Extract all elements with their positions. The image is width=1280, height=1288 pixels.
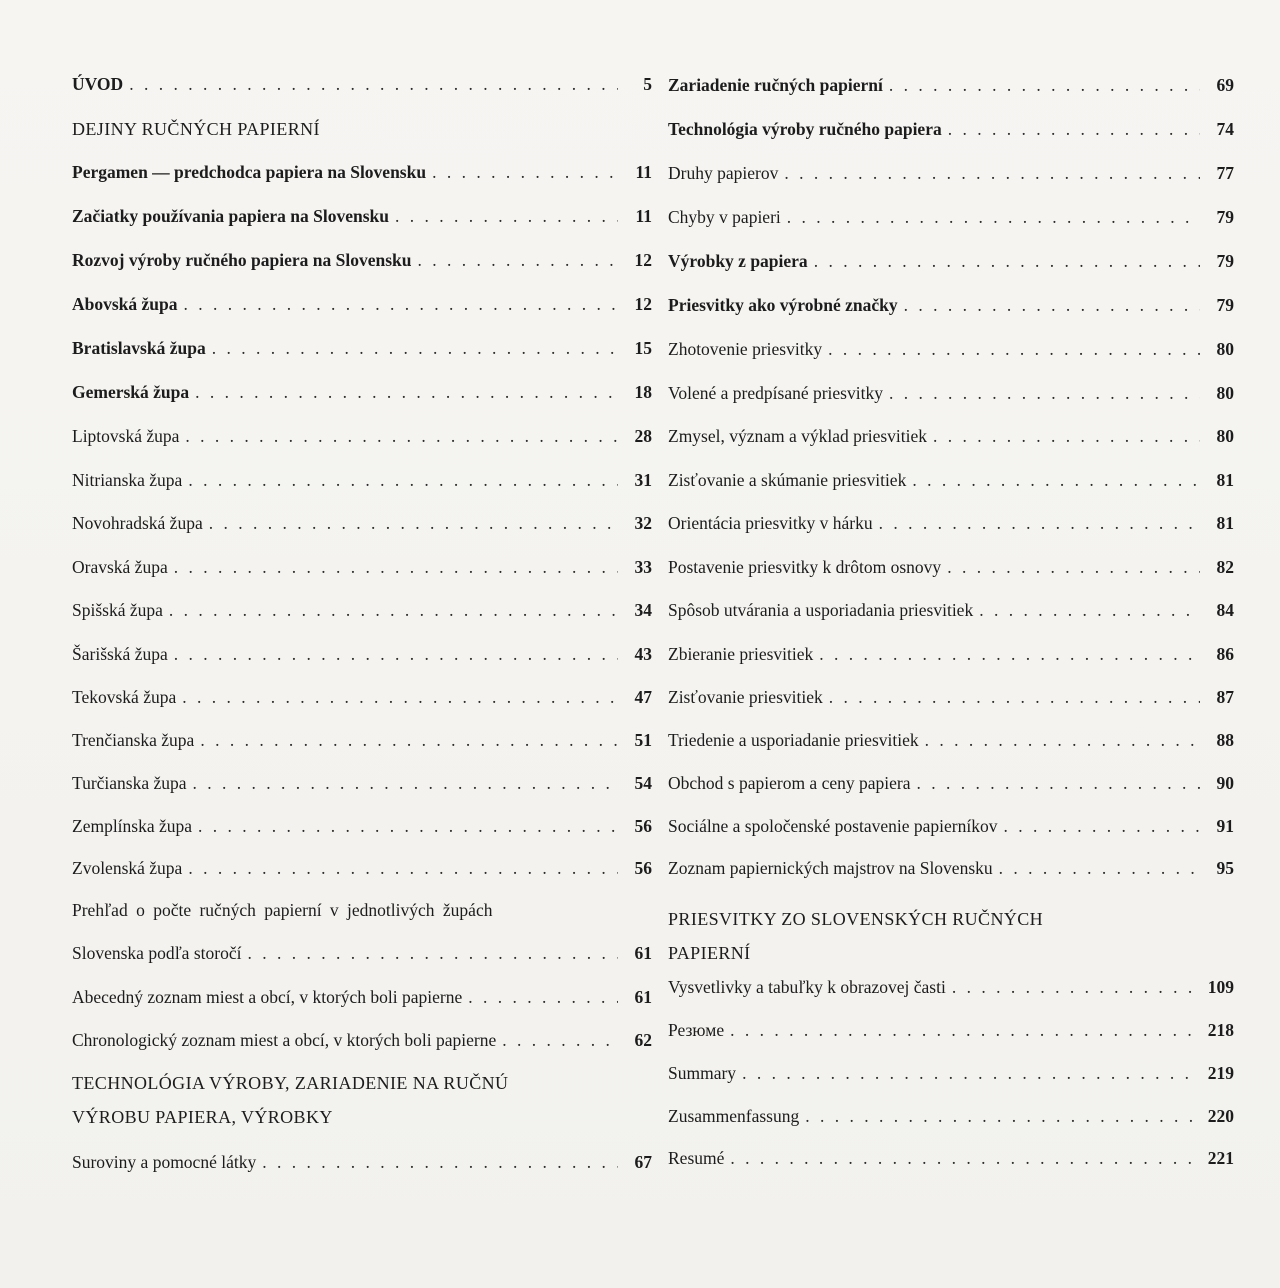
toc-page-number: 5 <box>643 74 652 94</box>
toc-leader-dots <box>185 424 618 448</box>
toc-page-number: 220 <box>1207 1106 1234 1126</box>
toc-entry-title: Vysvetlivky a tabuľky k obrazovej časti <box>668 977 946 997</box>
toc-page-number: 11 <box>635 162 652 182</box>
toc-leader-dots <box>212 336 618 360</box>
toc-page-number: 91 <box>1216 816 1234 836</box>
toc-leader-dots <box>169 598 618 622</box>
toc-entry-sposob-utvarania-a-usporiadania-priesvit <box>668 598 1234 624</box>
toc-entry-title: Trenčianska župa <box>72 730 195 750</box>
toc-page-number: 56 <box>634 816 652 836</box>
toc-entry-vyrobky-z-papiera <box>668 249 1234 275</box>
toc-leader-dots <box>182 685 618 709</box>
toc-page-number: 61 <box>634 943 652 963</box>
toc-page-number: 90 <box>1216 773 1234 793</box>
toc-page-number: 61 <box>634 987 652 1007</box>
toc-entry-title: Zbieranie priesvitiek <box>668 644 814 664</box>
toc-page-number: 81 <box>1216 513 1234 533</box>
toc-leader-dots <box>174 642 618 666</box>
toc-entry-title: Spôsob utvárania a usporiadania priesvitiek <box>668 600 974 620</box>
toc-entry-title: Novohradská župa <box>72 513 203 533</box>
toc-page-number: 79 <box>1216 295 1234 315</box>
toc-entry-oravska-zupa <box>72 555 652 581</box>
toc-entry-title: Druhy papierov <box>668 163 779 183</box>
toc-page-number: 88 <box>1216 730 1234 750</box>
toc-leader-dots <box>188 856 618 880</box>
toc-entry-zbieranie-priesvitiek <box>668 642 1234 668</box>
toc-entry-title: Zmysel, význam a výklad priesvitiek <box>668 426 928 446</box>
toc-entry-suroviny-a-pomocne-latky <box>72 1150 652 1176</box>
toc-section-heading: VÝROBU PAPIERA, VÝROBKY <box>72 1107 333 1127</box>
toc-page-number: 218 <box>1207 1020 1234 1040</box>
toc-page-number: 62 <box>634 1030 652 1050</box>
toc-entry-gemerska-zupa <box>72 380 652 406</box>
toc-entry-sarisska-zupa <box>72 642 652 668</box>
toc-entry-резюме <box>668 1018 1234 1044</box>
toc-entry-zusammenfassung <box>668 1104 1234 1130</box>
toc-entry-title: Nitrianska župa <box>72 470 183 490</box>
toc-entry-uvod <box>72 72 652 98</box>
toc-entry-title: Liptovská župa <box>72 426 180 446</box>
toc-entry-title: Spišská župa <box>72 600 163 620</box>
toc-page-number: 82 <box>1216 557 1234 577</box>
toc-entry-title: Šarišská župa <box>72 644 168 664</box>
toc-page-number: 12 <box>634 294 652 314</box>
toc-leader-dots <box>129 72 618 96</box>
toc-page-number: 28 <box>634 426 652 446</box>
toc-leader-dots <box>209 511 618 535</box>
toc-entry-zmysel-vyznam-a-vyklad-priesvitiek <box>668 424 1234 450</box>
toc-entry-title: Summary <box>668 1063 737 1083</box>
toc-entry-zistovanie-priesvitiek <box>668 685 1234 711</box>
toc-section-heading: PRIESVITKY ZO SLOVENSKÝCH RUČNÝCH <box>668 909 1044 929</box>
toc-entry-liptovska-zupa <box>72 424 652 450</box>
toc-entry-title: Slovenska podľa storočí <box>72 943 242 963</box>
toc-leader-dots <box>174 555 618 579</box>
toc-entry-line: Prehľad o počte ručných papierní v jednotlivých župách <box>72 900 493 920</box>
toc-leader-dots <box>912 468 1200 492</box>
toc-page-number: 12 <box>634 250 652 270</box>
toc-leader-dots <box>730 1146 1200 1170</box>
toc-page-number: 34 <box>634 600 652 620</box>
toc-entry-vysvetlivky-a-tabulky-k-obrazovej-casti <box>668 975 1234 1001</box>
toc-page-number: 32 <box>634 513 652 533</box>
toc-page-number: 79 <box>1216 251 1234 271</box>
toc-leader-dots <box>468 985 618 1009</box>
toc-entry-title: Začiatky používania papiera na Slovensku <box>72 206 390 226</box>
toc-entry-title: Resumé <box>668 1148 725 1168</box>
toc-entry-zvolenska-zupa <box>72 856 652 882</box>
toc-entry-title: Abecedný zoznam miest a obcí, v ktorých boli papierne <box>72 987 463 1007</box>
toc-page-number: 56 <box>634 858 652 878</box>
toc-leader-dots <box>933 424 1200 448</box>
toc-entry-title: Zariadenie ručných papierní <box>668 75 883 95</box>
toc-leader-dots <box>395 204 618 228</box>
toc-leader-dots <box>193 771 618 795</box>
toc-page-number: 80 <box>1216 383 1234 403</box>
toc-entry-novohradska-zupa <box>72 511 652 537</box>
toc-leader-dots <box>195 380 618 404</box>
toc-entry-title: Volené a predpísané priesvitky <box>668 383 883 403</box>
toc-leader-dots <box>947 555 1200 579</box>
toc-page-number: 47 <box>634 687 652 707</box>
toc-leader-dots <box>502 1028 618 1052</box>
toc-entry-volene-a-predpisane-priesvitky <box>668 381 1234 407</box>
toc-entry-technologia-vyroby-rucneho-papiera <box>668 117 1234 143</box>
toc-page-number: 95 <box>1216 858 1234 878</box>
toc-entry-title: Zusammenfassung <box>668 1106 800 1126</box>
toc-entry-nitrianska-zupa <box>72 468 652 494</box>
toc-page-number: 80 <box>1216 339 1234 359</box>
toc-entry-abovska-zupa <box>72 292 652 318</box>
toc-entry-title: Tekovská župa <box>72 687 177 707</box>
toc-section-heading: PAPIERNÍ <box>668 943 751 963</box>
toc-entry-zaciatky-pouzivania-papiera-na-slovensku <box>72 204 652 230</box>
toc-leader-dots <box>247 941 618 965</box>
toc-entry-postavenie-priesvitky-k-drotom-osnovy <box>668 555 1234 581</box>
toc-entry-title: Orientácia priesvitky v hárku <box>668 513 873 533</box>
toc-entry-orientacia-priesvitky-v-harku <box>668 511 1234 537</box>
toc-leader-dots <box>787 205 1200 229</box>
toc-entry-trencianska-zupa <box>72 728 652 754</box>
toc-entry-title: Zisťovanie a skúmanie priesvitiek <box>668 470 907 490</box>
toc-page-number: 221 <box>1207 1148 1234 1168</box>
toc-entry-title: Oravská župa <box>72 557 168 577</box>
toc-page-number: 79 <box>1216 207 1234 227</box>
toc-page-number: 80 <box>1216 426 1234 446</box>
toc-page-number: 54 <box>634 773 652 793</box>
toc-leader-dots <box>200 728 618 752</box>
toc-entry-summary <box>668 1061 1234 1087</box>
toc-leader-dots <box>889 381 1200 405</box>
toc-page-number: 51 <box>634 730 652 750</box>
toc-leader-dots <box>916 771 1200 795</box>
toc-leader-dots <box>814 249 1200 273</box>
toc-leader-dots <box>432 160 618 184</box>
toc-page-number: 81 <box>1216 470 1234 490</box>
toc-leader-dots <box>879 511 1200 535</box>
toc-entry-title: Sociálne a spoločenské postavenie papierníkov <box>668 816 998 836</box>
toc-entry-rozvoj-vyroby-rucneho-papiera-na-slovens <box>72 248 652 274</box>
toc-leader-dots <box>979 598 1200 622</box>
toc-entry-abecedny-zoznam-miest-a-obci-v-ktorych-b <box>72 985 652 1011</box>
toc-leader-dots <box>925 728 1200 752</box>
toc-entry-title: Obchod s papierom a ceny papiera <box>668 773 911 793</box>
toc-section-heading: TECHNOLÓGIA VÝROBY, ZARIADENIE NA RUČNÚ <box>72 1073 509 1093</box>
toc-leader-dots <box>889 73 1200 97</box>
toc-entry-title: Chyby v papieri <box>668 207 781 227</box>
toc-leader-dots <box>262 1150 618 1174</box>
toc-entry-title: Suroviny a pomocné látky <box>72 1152 257 1172</box>
toc-entry-zariadenie-rucnych-papierni <box>668 73 1234 99</box>
toc-entry-title: Bratislavská župa <box>72 338 206 358</box>
toc-leader-dots <box>829 685 1200 709</box>
toc-entry-zhotovenie-priesvitky <box>668 337 1234 363</box>
toc-entry-turcianska-zupa <box>72 771 652 797</box>
toc-leader-dots <box>418 248 618 272</box>
toc-entry-title: Zhotovenie priesvitky <box>668 339 823 359</box>
toc-page-number: 11 <box>635 206 652 226</box>
toc-entry-chyby-v-papieri <box>668 205 1234 231</box>
toc-page-number: 15 <box>634 338 652 358</box>
toc-entry-title: Abovská župa <box>72 294 178 314</box>
toc-entry-title: Zisťovanie priesvitiek <box>668 687 823 707</box>
toc-page-number: 67 <box>634 1152 652 1172</box>
toc-page-number: 18 <box>634 382 652 402</box>
toc-entry-pergamen-predchodca-papiera-na-slovensku <box>72 160 652 186</box>
toc-entry-title: Zemplínska župa <box>72 816 193 836</box>
toc-page-number: 77 <box>1216 163 1234 183</box>
toc-entry-title: Turčianska župa <box>72 773 187 793</box>
toc-entry-socialne-a-spolocenske-postavenie-papier <box>668 814 1234 840</box>
toc-entry-title: Chronologický zoznam miest a obcí, v ktorých boli papierne <box>72 1030 497 1050</box>
toc-entry-bratislavska-zupa <box>72 336 652 362</box>
toc-entry-title: Zoznam papiernických majstrov na Slovensku <box>668 858 993 878</box>
toc-page-number: 33 <box>634 557 652 577</box>
toc-entry-obchod-s-papierom-a-ceny-papiera <box>668 771 1234 797</box>
toc-page-number: 86 <box>1216 644 1234 664</box>
toc-leader-dots <box>828 337 1200 361</box>
toc-entry-title: Triedenie a usporiadanie priesvitiek <box>668 730 919 750</box>
toc-entry-zistovanie-a-skumanie-priesvitiek <box>668 468 1234 494</box>
toc-page-number: 43 <box>634 644 652 664</box>
toc-entry-title: Technológia výroby ručného papiera <box>668 119 942 139</box>
toc-entry-title: Výrobky z papiera <box>668 251 808 271</box>
toc-entry-zoznam-papiernickych-majstrov-na-slovens <box>668 856 1234 882</box>
toc-leader-dots <box>999 856 1200 880</box>
toc-page-number: 109 <box>1207 977 1234 997</box>
toc-leader-dots <box>904 293 1200 317</box>
toc-leader-dots <box>184 292 618 316</box>
toc-leader-dots <box>730 1018 1200 1042</box>
toc-entry-triedenie-a-usporiadanie-priesvitiek <box>668 728 1234 754</box>
toc-leader-dots <box>948 117 1200 141</box>
toc-entry-zemplinska-zupa <box>72 814 652 840</box>
toc-entry-title: Pergamen — predchodca papiera na Slovensku <box>72 162 427 182</box>
toc-leader-dots <box>819 642 1200 666</box>
toc-entry-priesvitky-ako-vyrobne-znacky <box>668 293 1234 319</box>
toc-page-number: 31 <box>634 470 652 490</box>
toc-page-number: 74 <box>1216 119 1234 139</box>
toc-entry-title: ÚVOD <box>72 74 124 94</box>
toc-leader-dots <box>805 1104 1200 1128</box>
toc-entry-spisska-zupa <box>72 598 652 624</box>
toc-entry-druhy-papierov <box>668 161 1234 187</box>
toc-entry-title: Priesvitky ako výrobné značky <box>668 295 898 315</box>
toc-entry-chronologicky-zoznam-miest-a-obci-v-ktor <box>72 1028 652 1054</box>
toc-entry-resume <box>668 1146 1234 1172</box>
toc-entry-tekovska-zupa <box>72 685 652 711</box>
toc-entry-title: Rozvoj výroby ručného papiera na Slovensku <box>72 250 412 270</box>
toc-page-number: 84 <box>1216 600 1234 620</box>
toc-entry-title: Zvolenská župa <box>72 858 183 878</box>
toc-entry-title: Резюме <box>668 1020 725 1040</box>
toc-leader-dots <box>952 975 1200 999</box>
toc-leader-dots <box>784 161 1200 185</box>
toc-entry-slovenska-podla-storoci <box>72 941 652 967</box>
toc-leader-dots <box>188 468 618 492</box>
toc-leader-dots <box>198 814 618 838</box>
toc-leader-dots <box>742 1061 1200 1085</box>
toc-entry-title: Postavenie priesvitky k drôtom osnovy <box>668 557 942 577</box>
toc-section-heading: DEJINY RUČNÝCH PAPIERNÍ <box>72 119 320 139</box>
toc-entry-title: Gemerská župa <box>72 382 190 402</box>
toc-leader-dots <box>1003 814 1200 838</box>
toc-page-number: 219 <box>1207 1063 1234 1083</box>
toc-page-number: 69 <box>1216 75 1234 95</box>
toc-page-number: 87 <box>1216 687 1234 707</box>
